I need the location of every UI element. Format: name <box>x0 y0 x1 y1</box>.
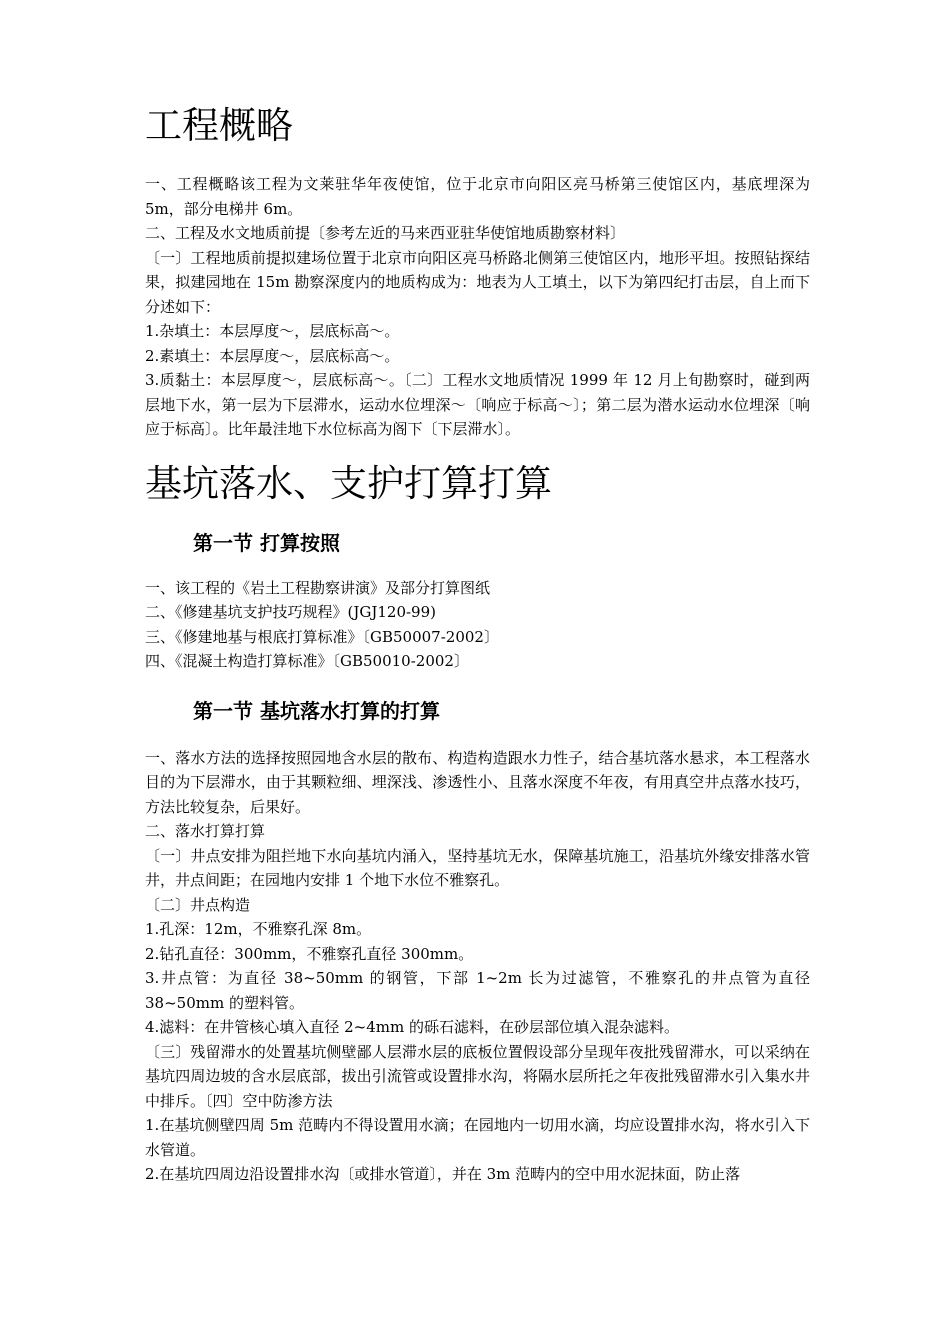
document-body <box>145 100 810 1187</box>
list-item: 一、该工程的《岩土工程勘察讲演》及部分打算图纸 <box>145 578 491 597</box>
paragraph: 〔三〕残留滞水的处置基坑侧壁鄙人层滞水层的底板位置假设部分呈现年夜批残留滞水，可以采纳在基坑四周边坡的含水层底部，拔出引流管或设置排水沟，将隔水层所托之年夜批残留滞水引入集水井中排斥。〔四〕空中防渗方法 <box>145 1042 810 1110</box>
list-item: 二、《修建基坑支护技巧规程》(JGJ120-99) <box>145 603 437 621</box>
section-title-dewatering: 基坑落水、支护打算打算 <box>145 461 552 505</box>
paragraph: 4.滤料：在井管核心填入直径 2~4mm 的砾石滤料，在砂层部位填入混杂滤料。 <box>145 1018 679 1036</box>
subsection-title-dewatering-design: 第一节 基坑落水打算的打算 <box>193 698 440 723</box>
paragraph: 2.素填土：本层厚度～，层底标高～。 <box>145 346 400 365</box>
paragraph: 一、落水方法的选择按照园地含水层的散布、构造构造跟水力性子，结合基坑落水悬求，本工程落水目的为下层滞水，由于其颗粒细、埋深浅、渗透性小、且落水深度不年夜，有用真空井点落水技巧，方法比较复杂，后果好。 <box>145 748 810 816</box>
list-item: 四、《混凝土构造打算标准》〔GB50010-2002〕 <box>145 652 469 670</box>
paragraph: 1.杂填土：本层厚度～，层底标高～。 <box>145 322 400 340</box>
paragraph: 一、工程概略该工程为文莱驻华年夜使馆，位于北京市向阳区亮马桥第三使馆区内，基底埋深为 5m，部分电梯井 6m。 <box>145 175 810 218</box>
paragraph: 1.在基坑侧壁四周 5m 范畴内不得设置用水滴；在园地内一切用水滴，均应设置排水沟，将水引入下水管道。 <box>145 1116 810 1159</box>
paragraph: 2.在基坑四周边沿设置排水沟〔或排水管道〕，并在 3m 范畴内的空中用水泥抹面，防止落 <box>145 1165 741 1183</box>
list-item: 三、《修建地基与根底打算标准》〔GB50007-2002〕 <box>145 627 499 646</box>
section-title-overview: 工程概略 <box>145 104 293 147</box>
paragraph: 二、工程及水文地质前提〔参考左近的马来西亚驻华使馆地质勘察材料〕 <box>145 224 626 242</box>
subsection-title-basis: 第一节 打算按照 <box>193 530 340 555</box>
paragraph: 〔一〕工程地质前提拟建场位置于北京市向阳区亮马桥路北侧第三使馆区内，地形平坦。按照钻探结果，拟建园地在 15m 勘察深度内的地质构成为：地表为人工填土，以下为第四纪打击层，自上而下分述如下： <box>145 248 810 316</box>
paragraph: 〔二〕井点构造 <box>145 895 251 914</box>
paragraph: 1.孔深：12m，不雅察孔深 8m。 <box>145 920 372 938</box>
paragraph: 3.质黏土：本层厚度～，层底标高～。〔二〕工程水文地质情况 1999 年 12 月上旬勘察时，碰到两层地下水，第一层为下层滞水，运动水位埋深～〔响应于标高～〕；第二层为潜水运动水位埋深〔响应于标高〕。比年最洼地下水位标高为阁下〔下层滞水〕。 <box>145 371 810 438</box>
paragraph: 3.井点管：为直径 38~50mm 的钢管，下部 1~2m 长为过滤管，不雅察孔的井点管为直径 38~50mm 的塑料管。 <box>145 969 810 1012</box>
paragraph: 二、落水打算打算 <box>145 822 266 840</box>
paragraph: 〔一〕井点安排为阻拦地下水向基坑内涌入，坚持基坑无水，保障基坑施工，沿基坑外缘安排落水管井，井点间距；在园地内安排 1 个地下水位不雅察孔。 <box>145 846 810 889</box>
paragraph: 2.钻孔直径：300mm，不雅察孔直径 300mm。 <box>145 944 474 963</box>
